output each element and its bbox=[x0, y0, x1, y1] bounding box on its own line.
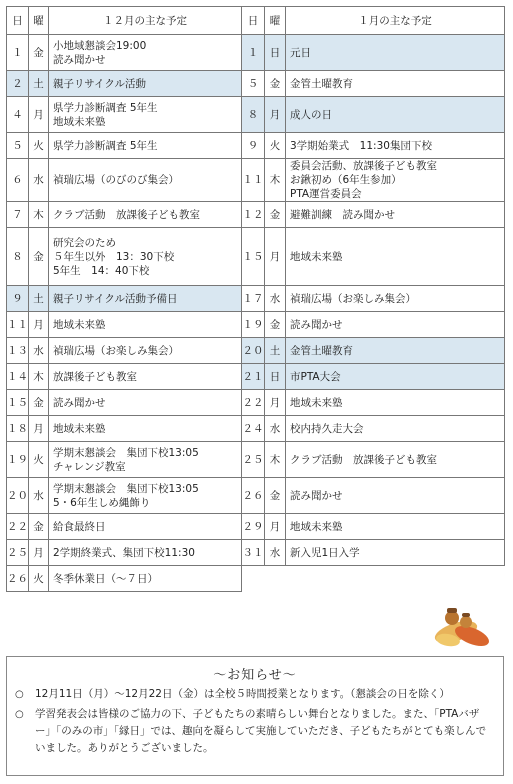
dec-events bbox=[49, 390, 242, 416]
event-line: 市PTA大会 bbox=[290, 370, 341, 383]
dec-day: １９ bbox=[7, 442, 29, 478]
event-line: クラブ活動 放課後子ども教室 bbox=[290, 453, 437, 466]
jan-weekday: 金 bbox=[265, 478, 286, 514]
dec-day: １５ bbox=[7, 390, 29, 416]
dec-day: １８ bbox=[7, 416, 29, 442]
event-line: 2学期終業式、集団下校11:30 bbox=[53, 546, 195, 559]
jan-events bbox=[286, 338, 505, 364]
dec-day: ２６ bbox=[7, 566, 29, 592]
jan-events bbox=[286, 71, 505, 97]
dec-events bbox=[49, 442, 242, 478]
header-weekday-jan: 曜 bbox=[265, 7, 286, 35]
jan-day: ２５ bbox=[242, 442, 265, 478]
jan-events bbox=[286, 364, 505, 390]
dec-events bbox=[49, 416, 242, 442]
dec-weekday: 水 bbox=[29, 478, 49, 514]
jan-weekday: 金 bbox=[265, 71, 286, 97]
dec-weekday: 金 bbox=[29, 228, 49, 286]
table-row bbox=[7, 514, 505, 540]
table-row bbox=[7, 71, 505, 97]
jan-day: １１ bbox=[242, 159, 265, 202]
event-line: 研究会のため bbox=[53, 236, 116, 249]
dec-events bbox=[49, 133, 242, 159]
jan-day: ２９ bbox=[242, 514, 265, 540]
event-line: 給食最終日 bbox=[53, 520, 106, 533]
table-row bbox=[7, 35, 505, 71]
jan-weekday: 月 bbox=[265, 97, 286, 133]
header-jan-title: １月の主な予定 bbox=[286, 7, 505, 35]
dec-weekday: 金 bbox=[29, 35, 49, 71]
event-line: 校内持久走大会 bbox=[290, 422, 364, 435]
table-row bbox=[7, 478, 505, 514]
event-line: 学期末懇談会 集団下校13:05 bbox=[53, 482, 199, 495]
event-line: ５年生以外 13：30下校 bbox=[53, 250, 175, 263]
header-dec-title: １２月の主な予定 bbox=[49, 7, 242, 35]
jan-day: １９ bbox=[242, 312, 265, 338]
jan-day: ９ bbox=[242, 133, 265, 159]
empty-cell bbox=[242, 566, 505, 592]
event-line: 親子リサイクル活動 bbox=[53, 77, 147, 90]
dec-events bbox=[49, 478, 242, 514]
jan-events bbox=[286, 286, 505, 312]
jan-day: ３１ bbox=[242, 540, 265, 566]
jan-events bbox=[286, 390, 505, 416]
jan-day: ８ bbox=[242, 97, 265, 133]
event-line: 地域未来塾 bbox=[290, 520, 343, 533]
dec-weekday: 水 bbox=[29, 159, 49, 202]
schedule-table bbox=[6, 6, 505, 592]
dec-day: ４ bbox=[7, 97, 29, 133]
table-row bbox=[7, 416, 505, 442]
event-line: 読み聞かせ bbox=[53, 396, 106, 409]
jan-day: １ bbox=[242, 35, 265, 71]
jan-weekday: 月 bbox=[265, 228, 286, 286]
event-line: 小地域懇談会19:00 bbox=[53, 39, 147, 52]
event-line: 禎瑞広場（のびのび集会） bbox=[53, 174, 179, 186]
event-line: 読み聞かせ bbox=[290, 489, 343, 502]
jan-day: ２２ bbox=[242, 390, 265, 416]
event-line: 禎瑞広場（お楽しみ集会） bbox=[53, 344, 179, 357]
jan-events bbox=[286, 442, 505, 478]
table-row bbox=[7, 133, 505, 159]
table-row bbox=[7, 159, 505, 202]
jan-weekday: 水 bbox=[265, 540, 286, 566]
jan-events bbox=[286, 159, 505, 202]
event-line: PTA運営委員会 bbox=[290, 188, 362, 200]
dec-day: ５ bbox=[7, 133, 29, 159]
jan-events bbox=[286, 228, 505, 286]
dec-events bbox=[49, 540, 242, 566]
notice-box bbox=[6, 656, 504, 776]
jan-events bbox=[286, 514, 505, 540]
event-line: 放課後子ども教室 bbox=[53, 370, 137, 383]
dec-events bbox=[49, 514, 242, 540]
jan-day: ２４ bbox=[242, 416, 265, 442]
jan-weekday: 金 bbox=[265, 312, 286, 338]
jan-day: ２１ bbox=[242, 364, 265, 390]
table-row bbox=[7, 228, 505, 286]
notice-text: 学習発表会は皆様のご協力の下、子どもたちの素晴らしい舞台となりました。また、「PTAバザー」「のみの市」「縁日」では、趣向を凝らして実施していただき、子どもたちがとても楽しんでいました。ありがとうございました。 bbox=[35, 708, 487, 754]
jan-weekday: 土 bbox=[265, 338, 286, 364]
dec-events bbox=[49, 202, 242, 228]
jan-weekday: 木 bbox=[265, 159, 286, 202]
table-row bbox=[7, 202, 505, 228]
jan-events bbox=[286, 312, 505, 338]
dec-weekday: 金 bbox=[29, 514, 49, 540]
event-line: クラブ活動 放課後子ども教室 bbox=[53, 208, 200, 221]
event-line: 読み聞かせ bbox=[53, 53, 106, 66]
jan-weekday: 日 bbox=[265, 364, 286, 390]
table-header-row bbox=[7, 7, 505, 35]
event-line: 委員会活動、放課後子ども教室 bbox=[290, 160, 437, 172]
jan-weekday: 火 bbox=[265, 133, 286, 159]
dec-weekday: 火 bbox=[29, 133, 49, 159]
event-line: 避難訓練 読み聞かせ bbox=[290, 208, 395, 221]
jan-day: ５ bbox=[242, 71, 265, 97]
jan-events bbox=[286, 540, 505, 566]
jan-weekday: 日 bbox=[265, 35, 286, 71]
event-line: 3学期始業式 11:30集団下校 bbox=[290, 139, 432, 152]
header-day-dec: 日 bbox=[7, 7, 29, 35]
table-row bbox=[7, 540, 505, 566]
event-line: 金管土曜教育 bbox=[290, 344, 353, 357]
table-row bbox=[7, 442, 505, 478]
table-row bbox=[7, 97, 505, 133]
dec-day: ９ bbox=[7, 286, 29, 312]
dec-weekday: 土 bbox=[29, 286, 49, 312]
event-line: 5年生 14：40下校 bbox=[53, 264, 150, 277]
jan-day: １７ bbox=[242, 286, 265, 312]
dec-weekday: 水 bbox=[29, 338, 49, 364]
dec-weekday: 火 bbox=[29, 566, 49, 592]
dec-day: ８ bbox=[7, 228, 29, 286]
autumn-leaves-icon bbox=[426, 596, 496, 652]
jan-day: ２６ bbox=[242, 478, 265, 514]
bullet-circle-icon: ○ bbox=[15, 709, 24, 720]
jan-day: １５ bbox=[242, 228, 265, 286]
event-line: 親子リサイクル活動予備日 bbox=[53, 292, 178, 305]
jan-weekday: 水 bbox=[265, 286, 286, 312]
dec-day: ６ bbox=[7, 159, 29, 202]
event-line: 地域未来塾 bbox=[290, 250, 343, 263]
header-day-jan: 日 bbox=[242, 7, 265, 35]
event-line: 地域未来塾 bbox=[53, 115, 106, 128]
jan-weekday: 金 bbox=[265, 202, 286, 228]
jan-weekday: 木 bbox=[265, 442, 286, 478]
event-line: 5・6年生しめ縄飾り bbox=[53, 496, 151, 509]
dec-events bbox=[49, 566, 242, 592]
table-row bbox=[7, 312, 505, 338]
dec-weekday: 月 bbox=[29, 416, 49, 442]
dec-day: １ bbox=[7, 35, 29, 71]
table-row bbox=[7, 566, 505, 592]
event-line: 冬季休業日（～７日） bbox=[53, 572, 158, 585]
dec-events bbox=[49, 97, 242, 133]
dec-day: ２ bbox=[7, 71, 29, 97]
dec-events bbox=[49, 35, 242, 71]
dec-events bbox=[49, 338, 242, 364]
table-row bbox=[7, 364, 505, 390]
dec-weekday: 木 bbox=[29, 202, 49, 228]
dec-events bbox=[49, 159, 242, 202]
event-line: 地域未来塾 bbox=[290, 396, 343, 409]
dec-weekday: 金 bbox=[29, 390, 49, 416]
notice-item bbox=[7, 706, 503, 757]
event-line: 読み聞かせ bbox=[290, 318, 343, 331]
dec-weekday: 月 bbox=[29, 97, 49, 133]
dec-day: １４ bbox=[7, 364, 29, 390]
jan-weekday: 水 bbox=[265, 416, 286, 442]
jan-events bbox=[286, 416, 505, 442]
jan-events bbox=[286, 35, 505, 71]
event-line: 県学力診断調査 5年生 bbox=[53, 101, 158, 114]
notice-title: ～お知らせ～ bbox=[213, 668, 297, 683]
notice-text: 12月11日（月）～12月22日（金）は全校５時間授業となります。（懇談会の日を除く） bbox=[35, 688, 450, 700]
jan-events bbox=[286, 133, 505, 159]
dec-day: １１ bbox=[7, 312, 29, 338]
dec-day: ２０ bbox=[7, 478, 29, 514]
dec-weekday: 土 bbox=[29, 71, 49, 97]
jan-weekday: 月 bbox=[265, 390, 286, 416]
event-line: 県学力診断調査 5年生 bbox=[53, 139, 158, 152]
event-line: 元日 bbox=[290, 46, 311, 59]
event-line: 禎瑞広場（お楽しみ集会） bbox=[290, 292, 416, 305]
table-row bbox=[7, 286, 505, 312]
event-line: 成人の日 bbox=[290, 108, 332, 121]
dec-day: １３ bbox=[7, 338, 29, 364]
header-weekday-dec: 曜 bbox=[29, 7, 49, 35]
dec-events bbox=[49, 312, 242, 338]
dec-weekday: 月 bbox=[29, 312, 49, 338]
table-row bbox=[7, 338, 505, 364]
jan-day: ２０ bbox=[242, 338, 265, 364]
dec-events bbox=[49, 364, 242, 390]
jan-weekday: 月 bbox=[265, 514, 286, 540]
dec-day: ２２ bbox=[7, 514, 29, 540]
jan-day: １２ bbox=[242, 202, 265, 228]
event-line: チャレンジ教室 bbox=[53, 460, 126, 473]
event-line: 新入児1日入学 bbox=[290, 546, 360, 559]
dec-weekday: 木 bbox=[29, 364, 49, 390]
dec-events bbox=[49, 71, 242, 97]
jan-events bbox=[286, 478, 505, 514]
dec-weekday: 月 bbox=[29, 540, 49, 566]
dec-weekday: 火 bbox=[29, 442, 49, 478]
dec-day: ７ bbox=[7, 202, 29, 228]
event-line: 金管土曜教育 bbox=[290, 77, 353, 90]
event-line: 学期末懇談会 集団下校13:05 bbox=[53, 446, 199, 459]
event-line: 地域未来塾 bbox=[53, 318, 106, 331]
bullet-circle-icon: ○ bbox=[15, 689, 24, 700]
table-row bbox=[7, 390, 505, 416]
dec-events bbox=[49, 286, 242, 312]
jan-events bbox=[286, 202, 505, 228]
jan-events bbox=[286, 97, 505, 133]
event-line: 地域未来塾 bbox=[53, 422, 106, 435]
notice-item bbox=[7, 686, 503, 703]
schedule-body bbox=[7, 7, 505, 592]
dec-day: ２５ bbox=[7, 540, 29, 566]
event-line: お鍬初め（6年生参加） bbox=[290, 174, 402, 186]
dec-events bbox=[49, 228, 242, 286]
